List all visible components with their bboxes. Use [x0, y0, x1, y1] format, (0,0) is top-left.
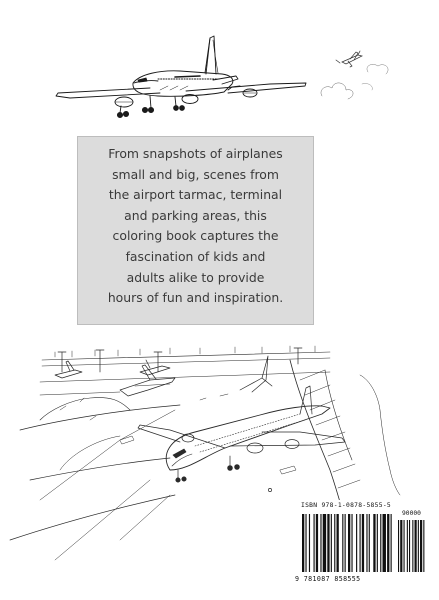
addon-bar	[412, 520, 413, 572]
blurb-line: adults alike to provide	[126, 269, 265, 285]
blurb-line: small and big, scenes from	[112, 166, 279, 182]
barcode-bar	[377, 514, 378, 572]
barcode-bar	[316, 514, 318, 572]
barcode-bar	[345, 514, 346, 572]
barcode-bar	[373, 514, 375, 572]
barcode-bar	[314, 514, 315, 572]
barcode-bars	[300, 510, 426, 574]
barcode-bar	[309, 514, 310, 572]
barcode-bar	[391, 514, 392, 572]
barcode-bar	[302, 514, 304, 572]
addon-bar	[415, 520, 417, 572]
barcode-bar	[380, 514, 381, 572]
blurb-line: the airport tarmac, terminal	[108, 187, 283, 203]
barcode-bar	[387, 514, 389, 572]
barcode-bar	[320, 514, 321, 572]
blurb-line: fascination of kids and	[125, 248, 266, 264]
airliner-sketch	[56, 36, 306, 118]
addon-bar	[404, 520, 405, 572]
addon-bar	[418, 520, 419, 572]
barcode-bar	[351, 514, 352, 572]
barcode-bar	[369, 514, 370, 572]
addon-bar	[423, 520, 424, 572]
barcode-bar	[334, 514, 335, 572]
barcode-bar	[323, 514, 326, 572]
blurb-line: hours of fun and inspiration.	[107, 290, 284, 306]
barcode-bar	[366, 514, 367, 572]
barcode-bar	[348, 514, 350, 572]
addon-bar	[400, 520, 402, 572]
addon-number: 90000	[402, 510, 421, 517]
small-plane-sketch	[321, 51, 388, 99]
blurb-line: From snapshots of airplanes	[108, 146, 283, 161]
addon-bar	[407, 520, 408, 572]
barcode-bar	[337, 514, 339, 572]
barcode-bar	[327, 514, 329, 572]
barcode-bar	[331, 514, 332, 572]
barcode-bar	[360, 514, 361, 572]
addon-bar	[409, 520, 410, 572]
blurb-line: coloring book captures the	[112, 228, 279, 244]
barcode-digits: 9 781087 858555	[295, 575, 361, 583]
barcode-bar	[383, 514, 386, 572]
isbn-text: ISBN 978-1-0878-5855-5	[301, 502, 392, 509]
blurb-line: and parking areas, this	[124, 207, 267, 223]
barcode-bar	[356, 514, 357, 572]
addon-bar	[420, 520, 422, 572]
barcode-bar	[342, 514, 343, 572]
blurb-box	[77, 136, 314, 325]
barcode-bar	[362, 514, 364, 572]
barcode-bar	[305, 514, 306, 572]
addon-bar	[398, 520, 399, 572]
